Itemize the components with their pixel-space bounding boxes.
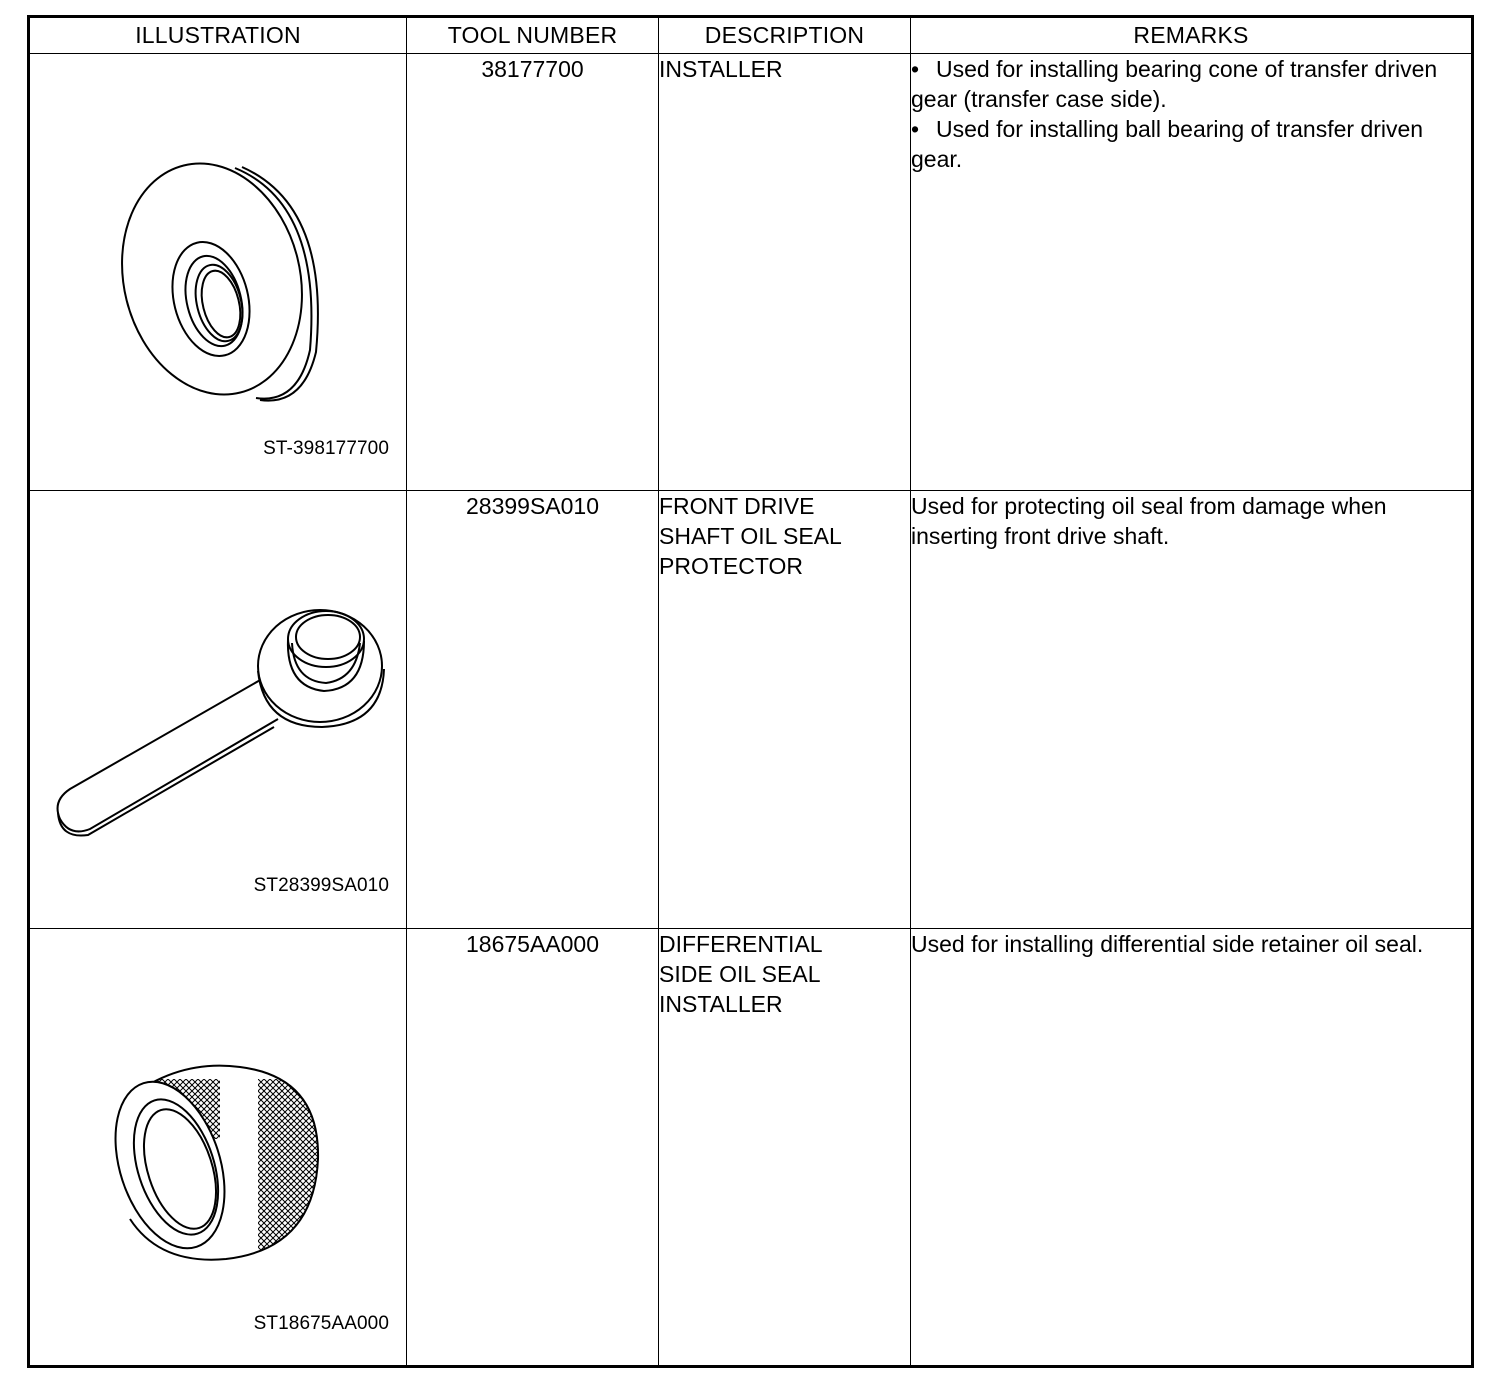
remark-item: • Used for installing bearing cone of transfer driven gear (transfer case side). <box>911 56 1438 112</box>
remarks-cell: Used for installing differential side retainer oil seal. <box>911 928 1473 1366</box>
installer-disc-icon <box>30 54 408 490</box>
illustration-cell <box>29 491 407 928</box>
table-row <box>29 928 1473 1366</box>
table-row <box>29 491 1473 928</box>
header-description: DESCRIPTION <box>659 17 911 54</box>
illustration-cell <box>29 928 407 1366</box>
oil-seal-protector-icon <box>30 491 408 927</box>
table-header-row <box>29 17 1473 54</box>
tool-number-cell: 18675AA000 <box>407 928 659 1366</box>
remark-item: • Used for installing ball bearing of transfer driven gear. <box>911 116 1424 172</box>
table-row <box>29 54 1473 491</box>
remarks-cell <box>911 54 1473 491</box>
description-cell: INSTALLER <box>659 54 911 491</box>
illustration-code: ST18675AA000 <box>253 1312 389 1334</box>
header-illustration: ILLUSTRATION <box>29 17 407 54</box>
illustration-cell <box>29 54 407 491</box>
remarks-list <box>911 54 1471 174</box>
special-tools-table <box>27 15 1474 1368</box>
illustration-code: ST28399SA010 <box>253 875 389 897</box>
illustration-code: ST-398177700 <box>263 438 389 459</box>
tool-number-cell: 28399SA010 <box>407 491 659 928</box>
description-cell: FRONT DRIVE SHAFT OIL SEAL PROTECTOR <box>659 491 911 928</box>
tool-number-cell: 38177700 <box>407 54 659 491</box>
remarks-cell: Used for protecting oil seal from damage when inserting front drive shaft. <box>911 491 1473 928</box>
knurled-seal-installer-icon <box>30 929 408 1365</box>
header-remarks: REMARKS <box>911 17 1473 54</box>
description-cell: DIFFERENTIAL SIDE OIL SEAL INSTALLER <box>659 928 911 1366</box>
header-tool-number: TOOL NUMBER <box>407 17 659 54</box>
